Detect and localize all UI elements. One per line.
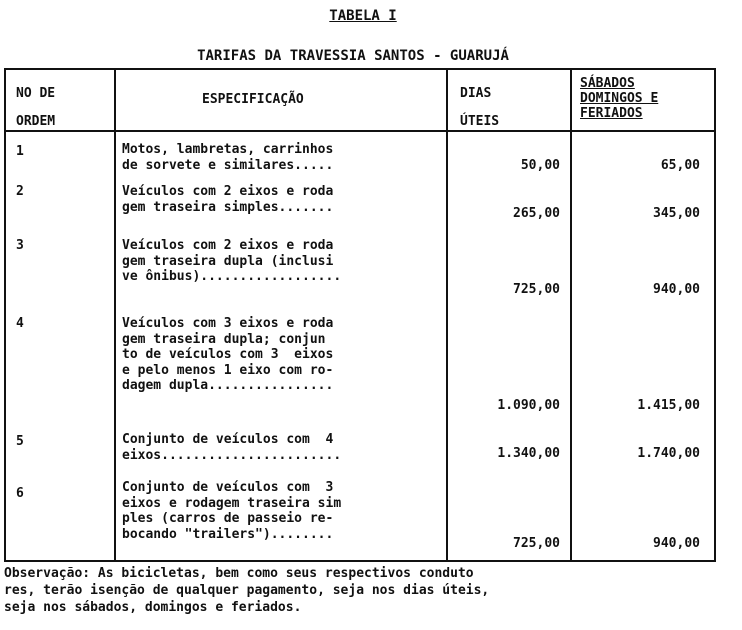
tariff-table xyxy=(4,68,716,562)
table-row-3-sabados: 940,00 xyxy=(653,282,700,297)
column-divider-3 xyxy=(570,70,572,560)
table-row-5-ordem: 5 xyxy=(16,434,24,449)
table-row-6-ordem: 6 xyxy=(16,486,24,501)
table-row-5-sabados: 1.740,00 xyxy=(637,446,700,461)
header-divider xyxy=(6,130,714,132)
table-row-5-especificacao: Conjunto de veículos com 4 eixos....................... xyxy=(122,432,342,463)
table-row-2-ordem: 2 xyxy=(16,184,24,199)
table-row-4-especificacao: Veículos com 3 eixos e roda gem traseira dupla; conjun to de veículos com 3 eixos e pelo menos 1 eixo com ro- dagem dupla................ xyxy=(122,316,334,393)
table-row-2-sabados: 345,00 xyxy=(653,206,700,221)
table-row-4-ordem: 4 xyxy=(16,316,24,331)
column-divider-1 xyxy=(114,70,116,560)
table-row-6-dias-uteis: 725,00 xyxy=(513,536,560,551)
table-row-2-especificacao: Veículos com 2 eixos e roda gem traseira simples....... xyxy=(122,184,334,215)
table-title: TARIFAS DA TRAVESSIA SANTOS - GUARUJÁ xyxy=(197,48,509,64)
header-ordem: NO DE ORDEM xyxy=(16,86,56,129)
table-row-3-dias-uteis: 725,00 xyxy=(513,282,560,297)
table-row-4-dias-uteis: 1.090,00 xyxy=(497,398,560,413)
table-row-6-especificacao: Conjunto de veículos com 3 eixos e rodagem traseira sim ples (carros de passeio re- bocando "trailers")........ xyxy=(122,480,342,542)
observation-note: Observação: As bicicletas, bem como seus respectivos conduto res, terão isenção de qualquer pagamento, seja nos dias úteis, seja nos sábados, domingos e feriados. xyxy=(4,566,490,615)
table-row-1-especificacao: Motos, lambretas, carrinhos de sorvete e similares..... xyxy=(122,142,334,173)
table-row-1-dias-uteis: 50,00 xyxy=(520,158,560,173)
header-sabados: SÁBADOS DOMINGOS E FERIADOS xyxy=(580,76,659,121)
table-row-4-sabados: 1.415,00 xyxy=(637,398,700,413)
header-dias-uteis: DIAS ÚTEIS xyxy=(460,86,500,129)
table-row-3-especificacao: Veículos com 2 eixos e roda gem traseira dupla (inclusi ve ônibus).................. xyxy=(122,238,342,284)
table-row-1-ordem: 1 xyxy=(16,144,24,159)
table-label: TABELA I xyxy=(329,8,397,24)
header-especificacao: ESPECIFICAÇÃO xyxy=(202,92,304,107)
table-row-1-sabados: 65,00 xyxy=(660,158,700,173)
table-row-6-sabados: 940,00 xyxy=(653,536,700,551)
table-row-2-dias-uteis: 265,00 xyxy=(513,206,560,221)
table-row-3-ordem: 3 xyxy=(16,238,24,253)
table-row-5-dias-uteis: 1.340,00 xyxy=(497,446,560,461)
column-divider-2 xyxy=(446,70,448,560)
